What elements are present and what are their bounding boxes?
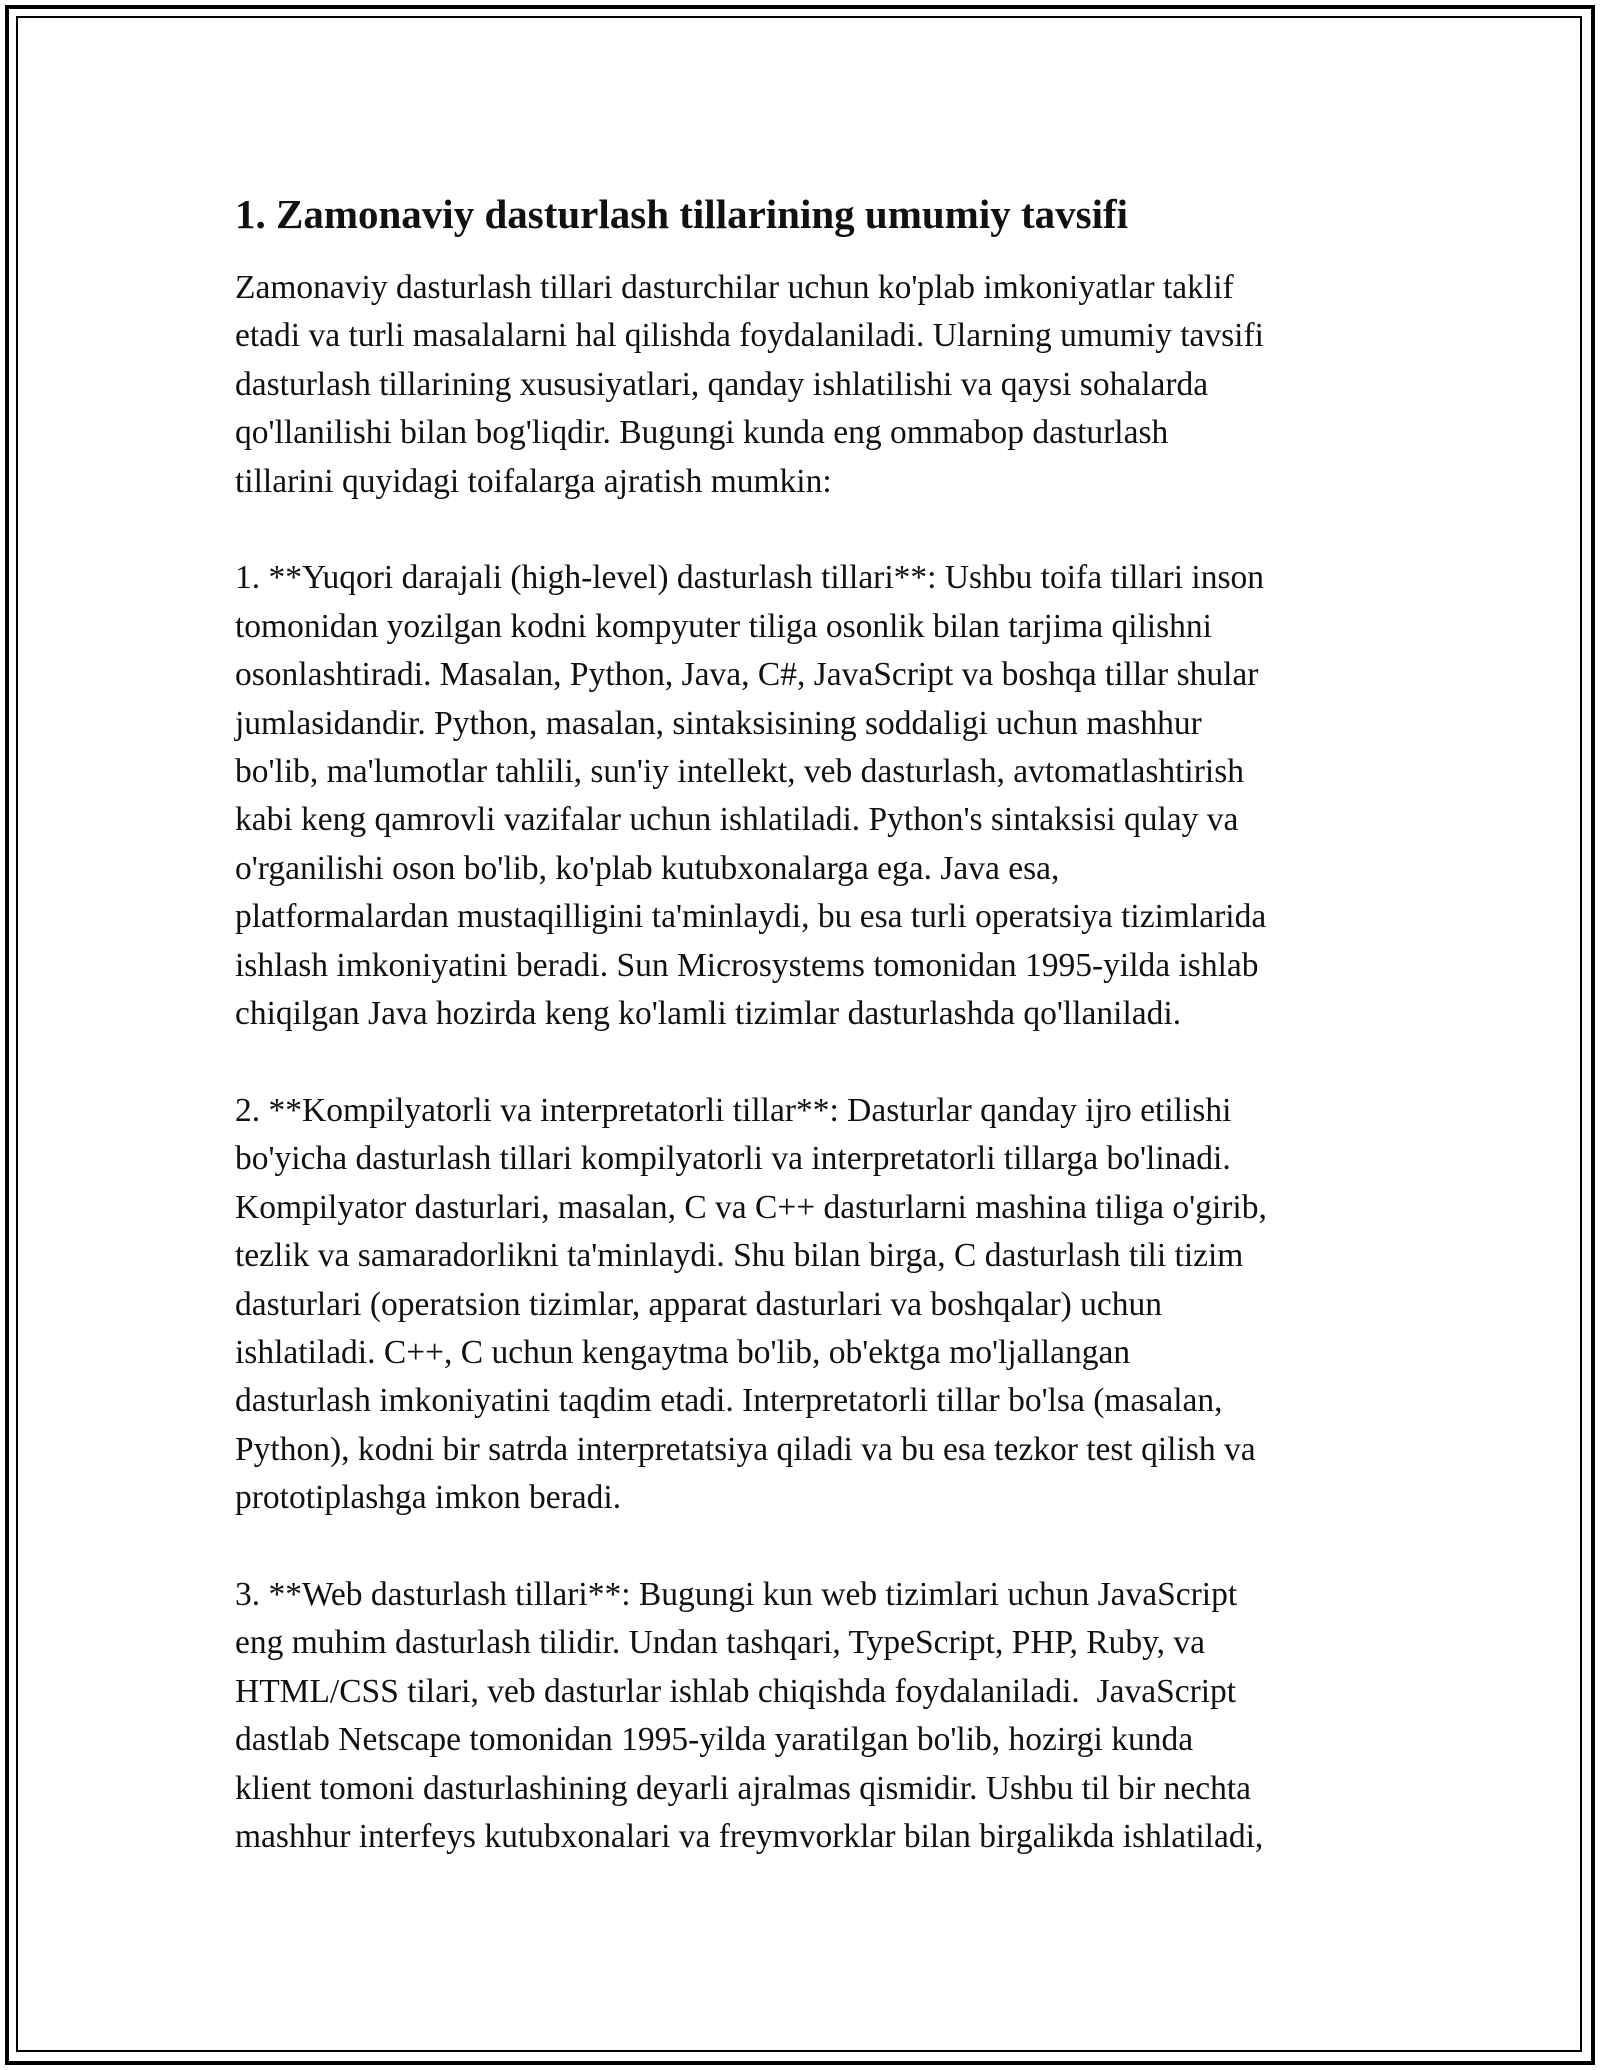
text-line: Kompilyator dasturlari, masalan, C va C++ dasturlarni mashina tiliga o'girib,	[235, 1188, 1267, 1226]
text-line: Zamonaviy dasturlash tillari dasturchilar uchun ko'plab imkoniyatlar taklif	[235, 269, 1234, 306]
document-page	[235, 184, 1385, 1910]
text-line: tomonidan yozilgan kodni kompyuter tiliga osonlik bilan tarjima qilishni	[235, 607, 1212, 645]
paragraph	[235, 1571, 1385, 1861]
text-line: o'rganilishi oson bo'lib, ko'plab kutubxonalarga ega. Java esa,	[235, 849, 1060, 887]
text-line: qo'llanilishi bilan bog'liqdir. Bugungi kunda eng ommabop dasturlash	[235, 414, 1169, 452]
text-line: dastlab Netscape tomonidan 1995-yilda yaratilgan bo'lib, hozirgi kunda	[235, 1721, 1194, 1759]
section-title: 1. Zamonaviy dasturlash tillarining umumiy tavsifi	[235, 191, 1129, 237]
text-line: ishlash imkoniyatini beradi. Sun Microsystems tomonidan 1995-yilda ishlab	[235, 946, 1259, 984]
document-body	[235, 264, 1385, 1861]
text-line: eng muhim dasturlash tilidir. Undan tashqari, TypeScript, PHP, Ruby, va	[235, 1624, 1206, 1662]
text-line: HTML/CSS tilari, veb dasturlar ishlab chiqishda foydalaniladi. JavaScript	[235, 1672, 1237, 1710]
text-line: prototiplashga imkon beradi.	[235, 1479, 622, 1517]
text-line: tillarini quyidagi toifalarga ajratish mumkin:	[235, 462, 832, 500]
text-line: bo'yicha dasturlash tillari kompilyatorli va interpretatorli tillarga bo'linadi.	[235, 1140, 1231, 1178]
text-line: 3. **Web dasturlash tillari**: Bugungi kun web tizimlari uchun JavaScript	[235, 1575, 1238, 1613]
text-line: mashhur interfeys kutubxonalari va freymvorklar bilan birgalikda ishlatiladi,	[235, 1817, 1264, 1855]
text-line: ishlatiladi. C++, C uchun kengaytma bo'lib, ob'ektga mo'ljallangan	[235, 1333, 1131, 1371]
text-line: 1. **Yuqori darajali (high-level) dasturlash tillari**: Ushbu toifa tillari inson	[235, 559, 1264, 597]
text-line: dasturlari (operatsion tizimlar, apparat dasturlari va boshqalar) uchun	[235, 1285, 1163, 1323]
text-line: dasturlash tillarining xususiyatlari, qanday ishlatilishi va qaysi sohalarda	[235, 365, 1209, 403]
text-line: Python), kodni bir satrda interpretatsiya qiladi va bu esa tezkor test qilish va	[235, 1430, 1256, 1468]
text-line: osonlashtiradi. Masalan, Python, Java, C#, JavaScript va boshqa tillar shular	[235, 656, 1259, 694]
paragraph	[235, 1087, 1385, 1523]
text-line: tezlik va samaradorlikni ta'minlaydi. Shu bilan birga, C dasturlash tili tizim	[235, 1237, 1244, 1275]
text-line: 2. **Kompilyatorli va interpretatorli tillar**: Dasturlar qanday ijro etilishi	[235, 1091, 1232, 1129]
paragraph	[235, 554, 1385, 1038]
text-line: dasturlash imkoniyatini taqdim etadi. Interpretatorli tillar bo'lsa (masalan,	[235, 1382, 1223, 1420]
text-line: jumlasidandir. Python, masalan, sintaksisining soddaligi uchun mashhur	[235, 704, 1202, 742]
text-line: platformalardan mustaqilligini ta'minlaydi, bu esa turli operatsiya tizimlarida	[235, 898, 1267, 936]
text-line: chiqilgan Java hozirda keng ko'lamli tizimlar dasturlashda qo'llaniladi.	[235, 995, 1182, 1033]
text-line: bo'lib, ma'lumotlar tahlili, sun'iy intellekt, veb dasturlash, avtomatlashtirish	[235, 753, 1244, 791]
text-line: klient tomoni dasturlashining deyarli ajralmas qismidir. Ushbu til bir nechta	[235, 1769, 1251, 1807]
text-line: kabi keng qamrovli vazifalar uchun ishlatiladi. Python's sintaksisi qulay va	[235, 801, 1239, 839]
text-line: etadi va turli masalalarni hal qilishda foydalaniladi. Ularning umumiy tavsifi	[235, 317, 1264, 355]
paragraph	[235, 264, 1385, 506]
